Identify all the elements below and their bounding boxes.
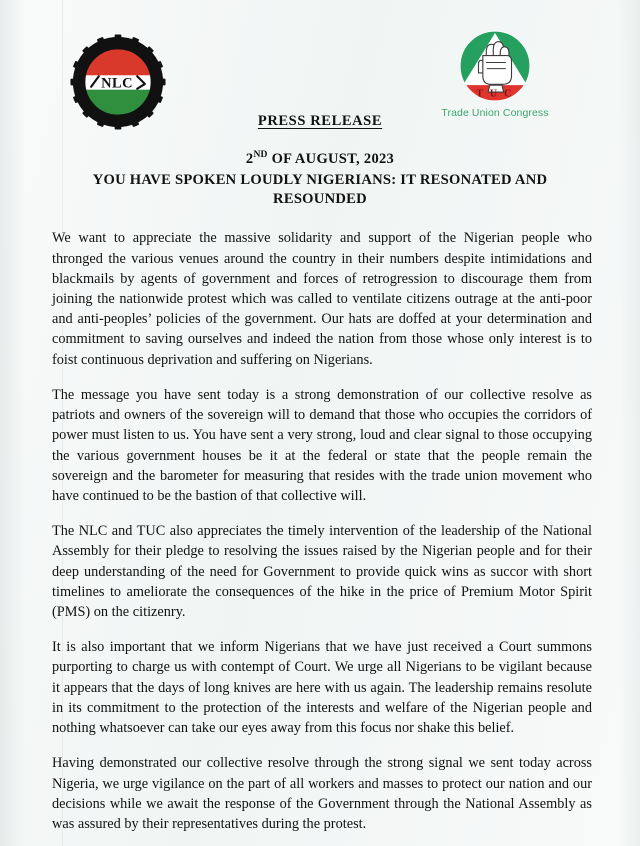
tuc-emblem [451,26,539,106]
body-copy [52,228,592,834]
paragraph: We want to appreciate the massive solidarity and support of the Nigerian people who thronged the various venues around the country in their numbers despite intimidations and blackmails by agents of government and forces of retrogression to discourage them from joining the nationwide protest which was called to ventilate citizens outrage at the anti-poor and anti-peoples’ policies of the government. Our hats are doffed at your determination and commitment to saving ourselves and indeed the nation from those whose only interest is to foist continuous deprivation and suffering on Nigerians. [52,230,592,368]
paragraph: The NLC and TUC also appreciates the timely intervention of the leadership of the National Assembly for their pledge to resolving the issues raised by the Nigerian people and for their deep understanding of the need for Government to provide quick wins as succor with short timelines to ameliorate the consequences of the hike in the price of Premium Motor Spirit (PMS) on the citizenry. [52,523,592,621]
press-release-heading: PRESS RELEASE [257,113,383,129]
letterhead [0,0,640,119]
svg-text:NLC: NLC [101,75,133,92]
tuc-acronym: T U C [476,88,514,100]
tuc-caption: Trade Union Congress [441,107,549,119]
paragraph: Having demonstrated our collective resolve through the strong signal we sent today across Nigeria, we urge vigilance on the part of all workers and masses to protect our nation and our decisions while we await the response of the Government through the National Assembly as was assured by their representatives during the protest. [52,755,592,833]
release-date [0,149,640,168]
date-number: 2 [245,150,254,167]
headline: YOU HAVE SPOKEN LOUDLY NIGERIANS: IT RESONATED AND RESOUNDED [92,171,548,208]
paragraph: The message you have sent today is a strong demonstration of our collective resolve as patriots and owners of the sovereign will to demand that those who occupies the corridors of power must listen to us. You have sent a very strong, loud and clear signal to those occupying the various government houses be it at the federal or state that the people remain the sovereign and the barometer for measuring that resides with the trade union movement who have continued to be the bastion of that collective will. [52,386,592,504]
paragraph: It is also important that we inform Nigerians that we have just received a Court summons purporting to charge us with contempt of Court. We urge all Nigerians to be vigilant because it appears that the days of long knives are here with us again. The leadership remains resolute in its commitment to the protection of the interests and welfare of the Nigerian people and nothing whatsoever can take our eyes away from this focus nor shake this belief. [52,639,592,737]
date-rest: OF AUGUST, 2023 [267,150,395,167]
date-ordinal-suffix: ND [253,149,268,160]
tuc-fist-logo [440,26,550,130]
nlc-gear-logo [70,34,166,130]
